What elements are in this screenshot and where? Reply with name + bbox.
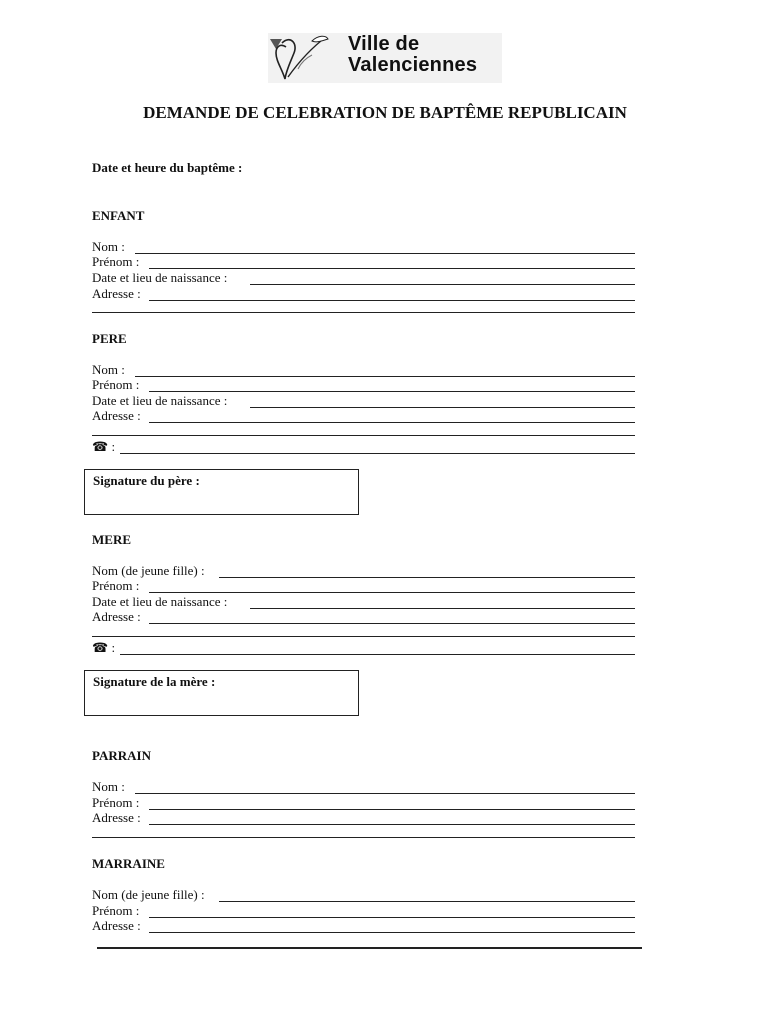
mere-adresse-line-2[interactable] [92,636,635,637]
city-logo [268,33,502,83]
parrain-nom-label: Nom : [92,780,129,794]
mere-nom-field[interactable] [92,564,635,579]
phone-icon: ☎ : [92,440,119,454]
parrain-prenom-label: Prénom : [92,796,143,810]
section-marraine: MARRAINE [92,856,165,871]
enfant-adresse-label: Adresse : [92,287,145,301]
parrain-adresse-label: Adresse : [92,811,145,825]
date-heure-label: Date et heure du baptême : [92,160,243,175]
mere-nom-label: Nom (de jeune fille) : [92,564,209,578]
phone-icon: ☎ : [92,641,119,655]
pere-telephone-field[interactable] [92,440,635,455]
enfant-nom-line [135,253,635,254]
parrain-adresse-line [149,824,635,825]
parrain-adresse-line-2[interactable] [92,837,635,838]
parrain-nom-field[interactable] [92,780,635,795]
pere-naissance-label: Date et lieu de naissance : [92,394,231,408]
pere-prenom-line [149,391,635,392]
parrain-prenom-field[interactable] [92,796,635,811]
marraine-prenom-label: Prénom : [92,904,143,918]
marraine-adresse-label: Adresse : [92,919,145,933]
page-title: DEMANDE DE CELEBRATION DE BAPTÊME REPUBLICAIN [143,103,627,122]
mere-naissance-label: Date et lieu de naissance : [92,595,231,609]
marraine-adresse-field[interactable] [92,919,635,934]
pere-prenom-field[interactable] [92,378,635,393]
pere-naissance-field[interactable] [92,394,635,409]
mere-prenom-label: Prénom : [92,579,143,593]
pere-signature-label: Signature du père : [93,473,200,488]
pere-nom-field[interactable] [92,363,635,378]
mere-telephone-line [120,654,635,655]
enfant-prenom-line [149,268,635,269]
pere-naissance-line [250,407,635,408]
enfant-naissance-field[interactable] [92,271,635,286]
pere-adresse-line [149,422,635,423]
mere-signature-label: Signature de la mère : [93,674,216,689]
marraine-adresse-line [149,932,635,933]
logo-line-2: Valenciennes [348,54,478,76]
heart-leaf-icon [268,33,348,83]
pere-telephone-line [120,453,635,454]
marraine-prenom-field[interactable] [92,904,635,919]
mere-adresse-line [149,623,635,624]
pere-nom-label: Nom : [92,363,129,377]
pere-prenom-label: Prénom : [92,378,143,392]
parrain-prenom-line [149,809,635,810]
enfant-adresse-field[interactable] [92,287,635,302]
pere-adresse-line-2[interactable] [92,435,635,436]
enfant-nom-label: Nom : [92,240,129,254]
enfant-prenom-label: Prénom : [92,255,143,269]
marraine-nom-line [219,901,635,902]
mere-nom-line [219,577,635,578]
section-pere: PERE [92,331,127,346]
enfant-adresse-line-2[interactable] [92,312,635,313]
pere-adresse-field[interactable] [92,409,635,424]
mere-prenom-field[interactable] [92,579,635,594]
parrain-adresse-field[interactable] [92,811,635,826]
logo-line-1: Ville de [348,33,420,55]
section-parrain: PARRAIN [92,748,151,763]
mere-prenom-line [149,592,635,593]
enfant-naissance-line [250,284,635,285]
marraine-nom-field[interactable] [92,888,635,903]
logo-text [348,34,477,76]
pere-signature-box[interactable] [84,469,359,515]
enfant-prenom-field[interactable] [92,255,635,270]
mere-adresse-field[interactable] [92,610,635,625]
marraine-nom-label: Nom (de jeune fille) : [92,888,209,902]
mere-signature-box[interactable] [84,670,359,716]
parrain-nom-line [135,793,635,794]
section-mere: MERE [92,532,131,547]
mere-telephone-field[interactable] [92,641,635,656]
enfant-nom-field[interactable] [92,240,635,255]
marraine-adresse-line-2[interactable] [97,947,642,949]
mere-adresse-label: Adresse : [92,610,145,624]
mere-naissance-line [250,608,635,609]
pere-adresse-label: Adresse : [92,409,145,423]
mere-naissance-field[interactable] [92,595,635,610]
marraine-prenom-line [149,917,635,918]
section-enfant: ENFANT [92,208,145,223]
enfant-adresse-line [149,300,635,301]
enfant-naissance-label: Date et lieu de naissance : [92,271,231,285]
pere-nom-line [135,376,635,377]
